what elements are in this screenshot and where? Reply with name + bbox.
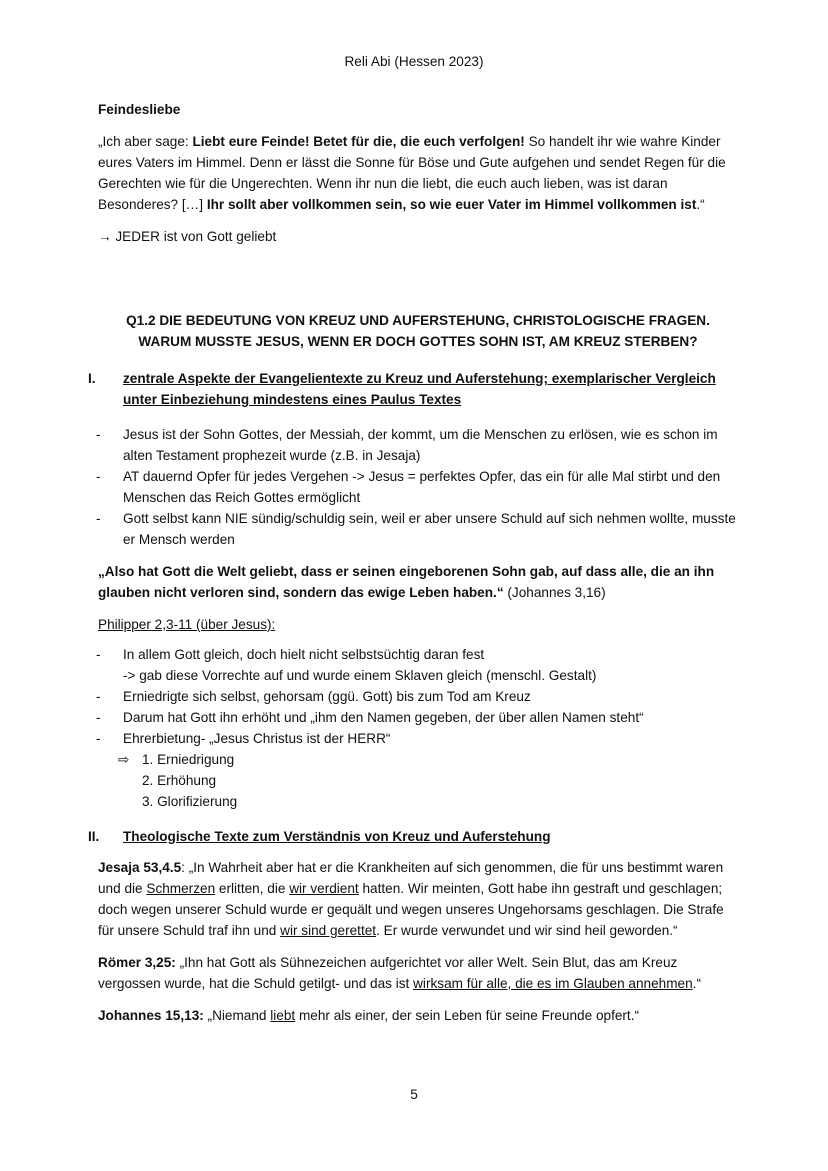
- roemer-quote: [98, 952, 738, 994]
- quote-bold: Ihr sollt aber vollkommen sein, so wie euer Vater im Himmel vollkommen ist: [206, 197, 697, 212]
- step-item: 2. Erhöhung: [142, 773, 217, 788]
- quote-underlined: wirksam für alle, die es im Glauben annehmen: [413, 976, 693, 991]
- arrow-right-icon: ⇨: [118, 752, 130, 767]
- quote-underlined: liebt: [270, 1008, 296, 1023]
- quote-text: hatten. Wir meinten, Gott habe ihn gestraft und geschlagen; doch wegen unserer Schuld wurde er gequält und wegen unseres Ungehorsams geschlagen. Die Strafe für unsere Schuld traf ihn und: [98, 881, 724, 938]
- step-item: 3. Glorifizierung: [142, 794, 238, 809]
- list-item-text: Jesus ist der Sohn Gottes, der Messiah, der kommt, um die Menschen zu erlösen, wie es schon im alten Testament prophezeit wurde (z.B. in Jesaja): [123, 427, 718, 463]
- dash-bullet: -: [96, 689, 101, 704]
- quote-text: „Ihn hat Gott als Sühnezeichen aufgerichtet vor aller Welt. Sein Blut, das am Kreuz vergossen wurde, hat die Schuld getilgt- und das ist: [98, 955, 678, 991]
- page-number: 5: [410, 1087, 418, 1102]
- quote-reference: Römer 3,25:: [98, 955, 176, 970]
- jesaja-quote: [98, 857, 738, 941]
- chapter-heading-line: Q1.2 DIE BEDEUTUNG VON KREUZ UND AUFERSTEHUNG, CHRISTOLOGISCHE FRAGEN.: [126, 313, 710, 328]
- chapter-heading: [98, 310, 738, 352]
- list-item-text: Ehrerbietung- „Jesus Christus ist der HERR“: [123, 731, 391, 746]
- page-header: Reli Abi (Hessen 2023): [344, 54, 484, 69]
- list-item: [98, 424, 738, 466]
- quote-text: „Niemand: [203, 1008, 271, 1023]
- section-number: II.: [88, 829, 100, 844]
- quote-text: „Ich aber sage:: [98, 134, 193, 149]
- list-item-text: Darum hat Gott ihn erhöht und „ihm den Namen gegeben, der über allen Namen steht“: [123, 710, 644, 725]
- steps-list: [98, 749, 738, 812]
- quote-underlined: wir verdient: [289, 881, 359, 896]
- philipper-title: Philipper 2,3-11 (über Jesus):: [98, 617, 276, 632]
- quote-underlined: wir sind gerettet: [280, 923, 377, 938]
- dash-bullet: -: [96, 469, 101, 484]
- feindesliebe-conclusion: → JEDER ist von Gott geliebt: [98, 229, 277, 244]
- list-item: [98, 508, 738, 550]
- chapter-heading-line: WARUM MUSSTE JESUS, WENN ER DOCH GOTTES SOHN IST, AM KREUZ STERBEN?: [138, 334, 698, 349]
- quote-underlined: Schmerzen: [146, 881, 216, 896]
- feindesliebe-quote: [98, 131, 738, 215]
- philipper-list: [98, 644, 738, 749]
- list-item-text: Gott selbst kann NIE sündig/schuldig sein, weil er aber unsere Schuld auf sich nehmen wollte, musste er Mensch werden: [123, 511, 736, 547]
- section-number: I.: [88, 371, 96, 386]
- step-item: 1. Erniedrigung: [142, 752, 235, 767]
- quote-bold: Liebt eure Feinde! Betet für die, die euch verfolgen!: [192, 134, 525, 149]
- quote-text: . Er wurde verwundet und wir sind heil geworden.“: [376, 923, 678, 938]
- quote-text: So handelt ihr wie wahre Kinder eures Vaters im Himmel. Denn er lässt die Sonne für Böse und Gute aufgehen und sendet Regen für die Gerechten wie für die Ungerechten. Wenn ihr nun die liebt, die euch auch lieben, was ist daran Besonderes? […]: [98, 134, 726, 212]
- section-heading: [88, 368, 738, 410]
- aspects-list: [98, 424, 738, 550]
- dash-bullet: -: [96, 647, 101, 662]
- quote-reference: Johannes 15,13:: [98, 1008, 204, 1023]
- list-item: [98, 644, 738, 686]
- quote-text: .“: [692, 976, 701, 991]
- list-item-text: Erniedrigte sich selbst, gehorsam (ggü. Gott) bis zum Tod am Kreuz: [123, 689, 531, 704]
- list-item-text: In allem Gott gleich, doch hielt nicht selbstsüchtig daran fest: [123, 647, 485, 662]
- list-item-subtext: -> gab diese Vorrechte auf und wurde einem Sklaven gleich (menschl. Gestalt): [123, 668, 597, 683]
- section-heading: [88, 826, 738, 847]
- page-content: [88, 99, 738, 1037]
- quote-reference: (Johannes 3,16): [503, 585, 606, 600]
- list-item: [98, 466, 738, 508]
- johannes-quote: [98, 1005, 738, 1026]
- section-title: Theologische Texte zum Verständnis von Kreuz und Auferstehung: [123, 829, 551, 844]
- dash-bullet: -: [96, 731, 101, 746]
- quote-text: : „In Wahrheit aber hat er die Krankheiten auf sich genommen, die für uns bestimmt waren und die: [98, 860, 724, 896]
- quote-text: .“: [696, 197, 705, 212]
- list-item-text: AT dauernd Opfer für jedes Vergehen -> Jesus = perfektes Opfer, das ein für alle Mal stirbt und den Menschen das Reich Gottes ermöglicht: [123, 469, 721, 505]
- list-item: [98, 686, 738, 707]
- john-quote: [98, 561, 738, 603]
- quote-bold: „Also hat Gott die Welt geliebt, dass er seinen eingeborenen Sohn gab, auf dass alle, die an ihn glauben nicht verloren sind, sondern das ewige Leben haben.“: [98, 564, 715, 600]
- dash-bullet: -: [96, 511, 101, 526]
- quote-text: mehr als einer, der sein Leben für seine Freunde opfert.“: [295, 1008, 640, 1023]
- list-item: [98, 707, 738, 728]
- section-title: zentrale Aspekte der Evangelientexte zu Kreuz und Auferstehung; exemplarischer Vergleich unter Einbeziehung mindestens eines Paulus Textes: [123, 371, 716, 407]
- dash-bullet: -: [96, 427, 101, 442]
- quote-reference: Jesaja 53,4.5: [98, 860, 182, 875]
- list-item: [98, 728, 738, 749]
- dash-bullet: -: [96, 710, 101, 725]
- feindesliebe-title: Feindesliebe: [98, 102, 181, 117]
- quote-text: erlitten, die: [215, 881, 290, 896]
